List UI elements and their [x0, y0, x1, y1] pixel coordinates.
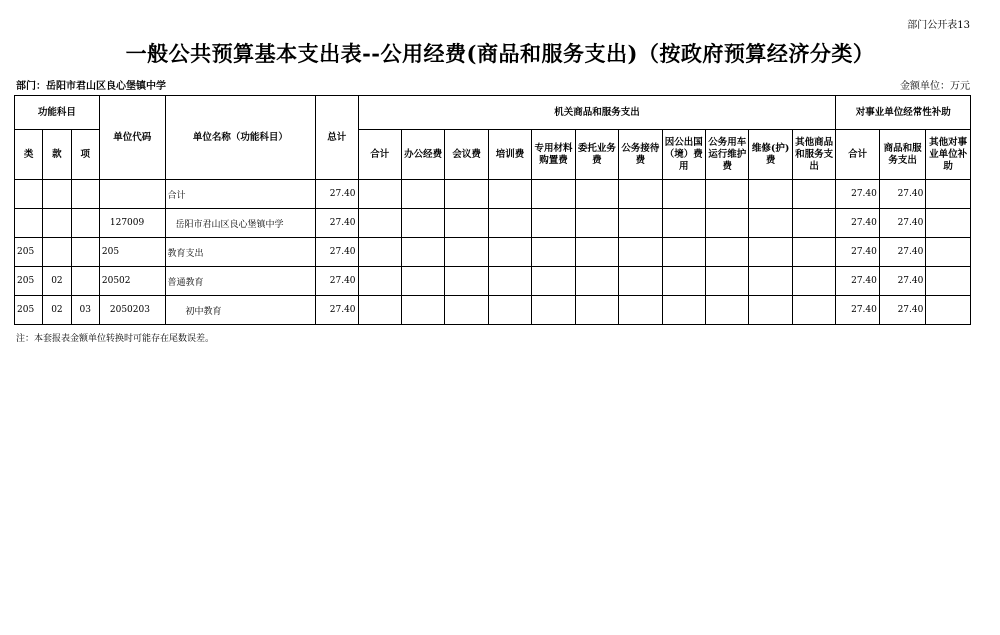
cell-vehicle — [706, 209, 749, 238]
cell-commission — [575, 296, 618, 325]
cell-lei: 205 — [15, 267, 43, 296]
cell-total: 27.40 — [316, 267, 358, 296]
header-commission-expense: 委托业务费 — [575, 130, 618, 180]
cell-kuan: 02 — [43, 267, 71, 296]
cell-name: 合计 — [165, 180, 316, 209]
cell-subsidy-total: 27.40 — [836, 238, 879, 267]
cell-total: 27.40 — [316, 296, 358, 325]
header-unit-name: 单位名称（功能科目） — [165, 96, 316, 180]
cell-overseas — [662, 180, 705, 209]
cell-subsidy-other — [926, 267, 971, 296]
budget-table — [14, 95, 971, 325]
table-row — [15, 267, 971, 296]
cell-lei: 205 — [15, 238, 43, 267]
cell-org-total — [358, 267, 401, 296]
cell-vehicle — [706, 267, 749, 296]
cell-meeting — [445, 209, 488, 238]
cell-training — [488, 238, 531, 267]
cell-materials — [532, 209, 575, 238]
cell-meeting — [445, 238, 488, 267]
cell-other-goods — [792, 209, 836, 238]
header-org-total: 合计 — [358, 130, 401, 180]
cell-other-goods — [792, 267, 836, 296]
header-training-expense: 培训费 — [488, 130, 531, 180]
cell-org-total — [358, 296, 401, 325]
footnote: 注：本套报表金额单位转换时可能存在尾数误差。 — [16, 334, 215, 344]
cell-training — [488, 296, 531, 325]
form-number: 部门公开表13 — [907, 20, 970, 31]
cell-maintenance — [749, 296, 792, 325]
cell-total: 27.40 — [316, 180, 358, 209]
cell-total: 27.40 — [316, 238, 358, 267]
table-row — [15, 296, 971, 325]
cell-subsidy-goods: 27.40 — [879, 238, 925, 267]
cell-code: 20502 — [99, 267, 165, 296]
cell-xiang — [71, 180, 99, 209]
cell-training — [488, 209, 531, 238]
cell-reception — [619, 209, 662, 238]
cell-maintenance — [749, 180, 792, 209]
cell-commission — [575, 238, 618, 267]
header-org-goods: 机关商品和服务支出 — [358, 96, 836, 130]
cell-vehicle — [706, 296, 749, 325]
cell-meeting — [445, 180, 488, 209]
header-subsidy-total: 合计 — [836, 130, 879, 180]
header-subsidy-other: 其他对事业单位补助 — [926, 130, 971, 180]
cell-materials — [532, 238, 575, 267]
cell-office — [401, 238, 444, 267]
cell-materials — [532, 296, 575, 325]
cell-lei: 205 — [15, 296, 43, 325]
department-label: 部门：岳阳市君山区良心堡镇中学 — [16, 81, 166, 92]
cell-office — [401, 267, 444, 296]
cell-subsidy-goods: 27.40 — [879, 209, 925, 238]
header-reception-expense: 公务接待费 — [619, 130, 662, 180]
cell-kuan — [43, 209, 71, 238]
cell-kuan: 02 — [43, 296, 71, 325]
cell-code: 205 — [99, 238, 165, 267]
header-kuan: 款 — [43, 130, 71, 180]
cell-subsidy-total: 27.40 — [836, 180, 879, 209]
cell-training — [488, 180, 531, 209]
cell-name: 普通教育 — [165, 267, 316, 296]
table-row — [15, 209, 971, 238]
cell-code: 127009 — [99, 209, 165, 238]
cell-subsidy-other — [926, 209, 971, 238]
cell-maintenance — [749, 209, 792, 238]
cell-subsidy-total: 27.40 — [836, 209, 879, 238]
header-subsidy-goods: 商品和服务支出 — [879, 130, 925, 180]
header-subsidy: 对事业单位经常性补助 — [836, 96, 971, 130]
cell-reception — [619, 180, 662, 209]
cell-vehicle — [706, 180, 749, 209]
cell-xiang — [71, 238, 99, 267]
table-row — [15, 238, 971, 267]
cell-overseas — [662, 209, 705, 238]
cell-subsidy-total: 27.40 — [836, 296, 879, 325]
cell-subsidy-goods: 27.40 — [879, 296, 925, 325]
cell-name: 岳阳市君山区良心堡镇中学 — [165, 209, 316, 238]
cell-reception — [619, 296, 662, 325]
header-vehicle-expense: 公务用车运行维护费 — [706, 130, 749, 180]
header-office-expense: 办公经费 — [401, 130, 444, 180]
cell-meeting — [445, 296, 488, 325]
cell-kuan — [43, 180, 71, 209]
header-other-goods-expense: 其他商品和服务支出 — [792, 130, 836, 180]
cell-other-goods — [792, 296, 836, 325]
cell-materials — [532, 267, 575, 296]
header-overseas-expense: 因公出国（境）费用 — [662, 130, 705, 180]
cell-subsidy-goods: 27.40 — [879, 180, 925, 209]
cell-meeting — [445, 267, 488, 296]
header-meeting-expense: 会议费 — [445, 130, 488, 180]
cell-reception — [619, 267, 662, 296]
header-unit-code: 单位代码 — [99, 96, 165, 180]
header-xiang: 项 — [71, 130, 99, 180]
cell-kuan — [43, 238, 71, 267]
cell-commission — [575, 180, 618, 209]
cell-org-total — [358, 209, 401, 238]
cell-subsidy-other — [926, 296, 971, 325]
cell-office — [401, 296, 444, 325]
cell-subsidy-total: 27.40 — [836, 267, 879, 296]
cell-training — [488, 267, 531, 296]
cell-maintenance — [749, 238, 792, 267]
cell-office — [401, 209, 444, 238]
cell-total: 27.40 — [316, 209, 358, 238]
cell-materials — [532, 180, 575, 209]
cell-commission — [575, 267, 618, 296]
cell-reception — [619, 238, 662, 267]
table-row — [15, 180, 971, 209]
cell-maintenance — [749, 267, 792, 296]
cell-other-goods — [792, 180, 836, 209]
cell-org-total — [358, 238, 401, 267]
cell-subsidy-other — [926, 238, 971, 267]
cell-xiang: 03 — [71, 296, 99, 325]
cell-name: 教育支出 — [165, 238, 316, 267]
header-lei: 类 — [15, 130, 43, 180]
cell-overseas — [662, 267, 705, 296]
cell-lei — [15, 180, 43, 209]
header-func-subject: 功能科目 — [15, 96, 100, 130]
cell-org-total — [358, 180, 401, 209]
cell-subsidy-other — [926, 180, 971, 209]
cell-subsidy-goods: 27.40 — [879, 267, 925, 296]
header-maintenance-expense: 维修(护)费 — [749, 130, 792, 180]
cell-overseas — [662, 296, 705, 325]
cell-xiang — [71, 267, 99, 296]
cell-commission — [575, 209, 618, 238]
cell-code: 2050203 — [99, 296, 165, 325]
header-materials-expense: 专用材料购置费 — [532, 130, 575, 180]
cell-overseas — [662, 238, 705, 267]
cell-name: 初中教育 — [165, 296, 316, 325]
page-title: 一般公共预算基本支出表--公用经费(商品和服务支出)（按政府预算经济分类） — [125, 41, 875, 66]
header-total: 总计 — [316, 96, 358, 180]
unit-label: 金额单位：万元 — [900, 81, 970, 92]
cell-other-goods — [792, 238, 836, 267]
cell-lei — [15, 209, 43, 238]
cell-code — [99, 180, 165, 209]
cell-vehicle — [706, 238, 749, 267]
cell-xiang — [71, 209, 99, 238]
cell-office — [401, 180, 444, 209]
